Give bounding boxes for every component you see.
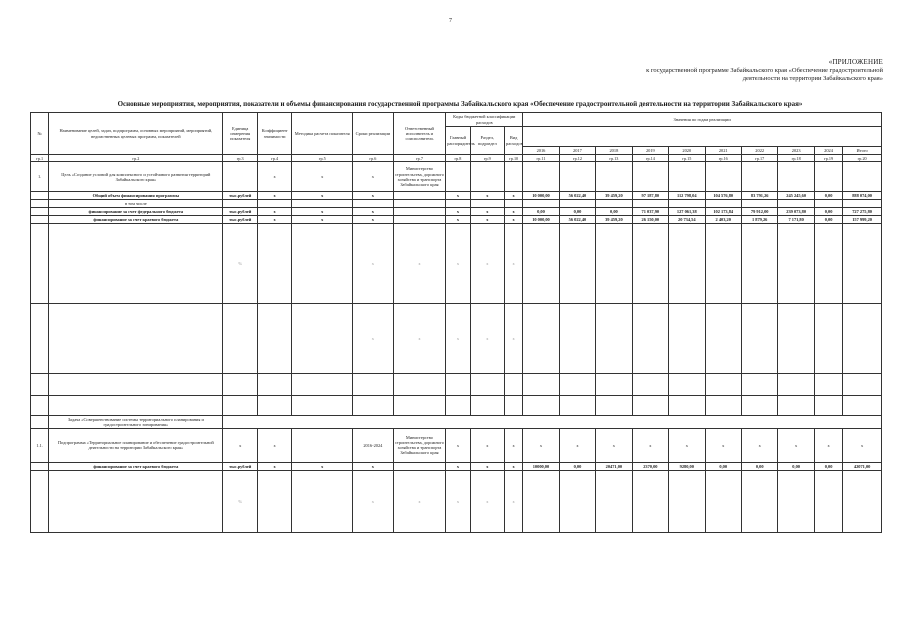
value-cell: 0,00 [814, 192, 842, 200]
value-cell: 0,00 [814, 216, 842, 224]
header-row-1 [31, 113, 882, 127]
value-cell: 157 999,20 [843, 216, 882, 224]
value-cell [814, 224, 842, 304]
value-cell [741, 224, 777, 304]
value-cell: 102 173,84 [705, 208, 741, 216]
header-method: Методика расчета показателя [292, 113, 353, 155]
header-unit: Единица измерения показателя [223, 113, 257, 155]
gr-label: гр.4 [257, 155, 291, 162]
header-budget-group: Коды бюджетной классификации расходов [446, 113, 523, 127]
unit-cell: % [223, 470, 257, 532]
value-cell: 2370,00 [632, 462, 668, 470]
value-cell: 112 798,04 [669, 192, 705, 200]
mark-cell: х [505, 428, 523, 462]
value-cell: 888 074,00 [843, 192, 882, 200]
term-cell: х [353, 162, 394, 192]
gr-label: гр.12 [559, 155, 595, 162]
method-cell [292, 224, 353, 304]
gr-label: гр.10 [505, 155, 523, 162]
value-cell [596, 396, 632, 416]
unit-cell: тыс.рублей [223, 462, 257, 470]
value-cell [843, 374, 882, 396]
value-cell: 71 037,90 [632, 208, 668, 216]
value-cell [843, 470, 882, 532]
row-name: в том числе [49, 200, 223, 208]
unit-cell: х [223, 428, 257, 462]
value-cell [669, 304, 705, 374]
gr-label: гр.9 [470, 155, 504, 162]
task-name: Задача «Совершенствование системы территориального планирования и градостроительного зонирования» [49, 416, 223, 428]
header-executor: Ответственный исполнитель и соисполнитель [393, 113, 446, 155]
unit-cell: тыс.рублей [223, 192, 257, 200]
mark-cell: х [292, 462, 353, 470]
value-cell: 9280,00 [669, 462, 705, 470]
value-cell: 10 000,00 [523, 216, 559, 224]
value-cell [596, 224, 632, 304]
mark-cell: х [505, 192, 523, 200]
task-row [31, 416, 882, 428]
value-cell: 79 912,00 [741, 208, 777, 216]
mark-cell: х [505, 216, 523, 224]
appendix-header [593, 58, 883, 84]
mark-cell: х [446, 192, 470, 200]
value-cell [705, 470, 741, 532]
term-cell: 2016-2024 [353, 428, 394, 462]
regional-funding-row [31, 216, 882, 224]
indicator-row [31, 304, 882, 374]
value-cell: 727 275,80 [843, 208, 882, 216]
gr-label: гр.13 [596, 155, 632, 162]
value-cell [741, 304, 777, 374]
mark-cell: х [470, 208, 504, 216]
indicator-row [31, 374, 882, 396]
value-cell [741, 396, 777, 416]
value-cell: х [843, 428, 882, 462]
program-table [30, 112, 882, 533]
value-cell: 0,00 [741, 462, 777, 470]
appendix-title: «ПРИЛОЖЕНИЕ [828, 58, 883, 66]
value-cell [559, 374, 595, 396]
row-number: 1. [31, 162, 49, 192]
subprogram-name: Подпрограмма «Территориальное планирование и обеспечение градостроительной деятельности на территории Забайкальского края» [49, 428, 223, 462]
row-name: финансирование за счет краевого бюджета [49, 216, 223, 224]
value-cell [669, 470, 705, 532]
value-cell: 0,00 [705, 462, 741, 470]
mark-cell: х [446, 208, 470, 216]
gr-label: гр.16 [705, 155, 741, 162]
value-cell: х [632, 428, 668, 462]
value-cell [596, 470, 632, 532]
value-cell: 0,00 [559, 208, 595, 216]
mark-cell: х [505, 304, 523, 374]
row-number: 1.1. [31, 428, 49, 462]
executor-cell: Министерство строительства, дорожного хозяйства и транспорта Забайкальского края [393, 162, 446, 192]
gr-label: гр.17 [741, 155, 777, 162]
value-cell: х [814, 428, 842, 462]
value-cell [741, 470, 777, 532]
value-cell: 0,00 [814, 208, 842, 216]
value-cell: 10000,00 [523, 462, 559, 470]
value-cell: 0,00 [559, 462, 595, 470]
year-header: 2022 [741, 147, 777, 155]
value-cell [523, 470, 559, 532]
value-cell: 0,00 [778, 462, 814, 470]
unit-cell: тыс.рублей [223, 208, 257, 216]
mark-cell: х [257, 216, 291, 224]
mark-cell: х [353, 470, 394, 532]
value-cell [596, 304, 632, 374]
indicator-row [31, 224, 882, 304]
mark-cell: х [446, 470, 470, 532]
mark-cell: х [470, 192, 504, 200]
gr-label: гр.14 [632, 155, 668, 162]
value-cell [559, 224, 595, 304]
goal-name: Цель «Создание условий для комплексного и устойчивого развития территорий Забайкальского края» [49, 162, 223, 192]
value-cell [559, 304, 595, 374]
mark-cell: х [353, 208, 394, 216]
value-cell [632, 224, 668, 304]
coef-cell: х [257, 428, 291, 462]
mark-cell: х [292, 192, 353, 200]
appendix-line-1: к государственной программе Забайкальского края «Обеспечение градостроительной [646, 66, 883, 74]
header-years-group: Значения по годам реализации [523, 113, 882, 127]
mark-cell: х [353, 216, 394, 224]
value-cell: 0,00 [596, 208, 632, 216]
mark-cell: х [470, 216, 504, 224]
value-cell [523, 374, 559, 396]
value-cell [705, 396, 741, 416]
value-cell [814, 304, 842, 374]
value-cell: 39 459,20 [596, 216, 632, 224]
coef-cell: х [257, 162, 291, 192]
year-header: 2018 [596, 147, 632, 155]
column-numbers-row [31, 155, 882, 162]
value-cell [705, 304, 741, 374]
gr-label: гр.15 [669, 155, 705, 162]
value-cell [814, 374, 842, 396]
value-cell [523, 304, 559, 374]
value-cell: 39 459,20 [596, 192, 632, 200]
value-cell [523, 396, 559, 416]
mark-cell: х [393, 304, 446, 374]
indicator-name [49, 374, 223, 396]
mark-cell: х [257, 462, 291, 470]
value-cell: 56 022,40 [559, 216, 595, 224]
value-cell: 0,00 [814, 462, 842, 470]
value-cell [843, 396, 882, 416]
indicator-name [49, 470, 223, 532]
mark-cell: х [353, 304, 394, 374]
indicator-name [49, 224, 223, 304]
mark-cell: х [470, 304, 504, 374]
year-header: 2017 [559, 147, 595, 155]
value-cell [632, 470, 668, 532]
year-header: 2021 [705, 147, 741, 155]
value-cell [843, 224, 882, 304]
year-header: Итого [843, 147, 882, 155]
value-cell: 127 061,38 [669, 208, 705, 216]
value-cell [559, 470, 595, 532]
year-header: 2023 [778, 147, 814, 155]
value-cell [778, 396, 814, 416]
gr-label: гр.18 [778, 155, 814, 162]
gr-label: гр.7 [393, 155, 446, 162]
value-cell [778, 304, 814, 374]
value-cell: 20471,00 [596, 462, 632, 470]
mark-cell: х [446, 216, 470, 224]
header-no: № [31, 113, 49, 155]
method-cell [292, 304, 353, 374]
value-cell [843, 304, 882, 374]
document-title: Основные мероприятия, мероприятия, показатели и объемы финансирования государственной программы Забайкальского края «Обеспечение градостроительной деятельности на территории Забайкальского края» [117, 100, 803, 108]
value-cell: 20 734,54 [669, 216, 705, 224]
unit-cell: % [223, 224, 257, 304]
mark-cell: х [505, 470, 523, 532]
appendix-line-2: деятельности на территории Забайкальского края» [742, 75, 883, 82]
method-cell [292, 470, 353, 532]
mark-cell: х [446, 428, 470, 462]
value-cell: х [669, 428, 705, 462]
federal-funding-row [31, 208, 882, 216]
value-cell: 239 073,80 [778, 208, 814, 216]
value-cell: 42071,00 [843, 462, 882, 470]
method-cell: х [292, 162, 353, 192]
gr-label: гр.11 [523, 155, 559, 162]
mark-cell: х [446, 304, 470, 374]
mark-cell: х [446, 462, 470, 470]
year-header: 2020 [669, 147, 705, 155]
mark-cell: х [470, 428, 504, 462]
value-cell: 97 187,80 [632, 192, 668, 200]
header-coef: Коэффициент значимости [257, 113, 291, 155]
value-cell: х [523, 428, 559, 462]
value-cell [814, 470, 842, 532]
gr-label: гр.1 [31, 155, 49, 162]
indicator-row [31, 470, 882, 532]
value-cell: х [559, 428, 595, 462]
gr-label: гр.6 [353, 155, 394, 162]
goal-row [31, 162, 882, 192]
mark-cell: х [257, 192, 291, 200]
year-header: 2019 [632, 147, 668, 155]
executor-cell: Министерство строительства, дорожного хозяйства и транспорта Забайкальского края [393, 428, 446, 462]
gr-label: гр.19 [814, 155, 842, 162]
value-cell [632, 374, 668, 396]
mark-cell: х [292, 216, 353, 224]
value-cell [778, 224, 814, 304]
page-number: 7 [449, 18, 452, 24]
mark-cell: х [393, 224, 446, 304]
mark-cell: х [505, 208, 523, 216]
value-cell: х [741, 428, 777, 462]
mark-cell: х [446, 224, 470, 304]
value-cell [778, 374, 814, 396]
mark-cell: х [470, 462, 504, 470]
indicator-name [49, 396, 223, 416]
value-cell: 26 150,00 [632, 216, 668, 224]
value-cell: 1 879,26 [741, 216, 777, 224]
value-cell [669, 374, 705, 396]
mark-cell: х [353, 462, 394, 470]
gr-label: гр.20 [843, 155, 882, 162]
value-cell [559, 396, 595, 416]
header-grbs: Главный распорядитель [446, 127, 470, 155]
mark-cell: х [257, 208, 291, 216]
value-cell: 0,00 [523, 208, 559, 216]
value-cell: 10 000,00 [523, 192, 559, 200]
row-name: Общий объем финансирования программы [49, 192, 223, 200]
indicator-row [31, 396, 882, 416]
value-cell [705, 374, 741, 396]
value-cell [705, 224, 741, 304]
header-section: Раздел, подраздел [470, 127, 504, 155]
row-name: финансирование за счет федерального бюджета [49, 208, 223, 216]
year-header: 2024 [814, 147, 842, 155]
value-cell [814, 396, 842, 416]
value-cell: 7 171,80 [778, 216, 814, 224]
header-type: Вид расходов [505, 127, 523, 155]
indicator-name [49, 304, 223, 374]
mark-cell: х [505, 462, 523, 470]
value-cell: 83 791,26 [741, 192, 777, 200]
subprogram-funding-row [31, 462, 882, 470]
mark-cell: х [505, 224, 523, 304]
gr-label: гр.2 [49, 155, 223, 162]
value-cell: 245 245,60 [778, 192, 814, 200]
mark-cell: х [292, 208, 353, 216]
gr-label: гр.5 [292, 155, 353, 162]
value-cell: х [778, 428, 814, 462]
mark-cell: х [470, 470, 504, 532]
mark-cell: х [353, 192, 394, 200]
row-name: финансирование за счет краевого бюджета [49, 462, 223, 470]
value-cell: 2 403,20 [705, 216, 741, 224]
header-term: Сроки реализации [353, 113, 394, 155]
subprogram-row [31, 428, 882, 462]
gr-label: гр.3 [223, 155, 257, 162]
value-cell [632, 304, 668, 374]
value-cell [596, 374, 632, 396]
value-cell: х [705, 428, 741, 462]
value-cell [669, 396, 705, 416]
including-row [31, 200, 882, 208]
mark-cell: х [393, 470, 446, 532]
mark-cell: х [353, 224, 394, 304]
value-cell [523, 224, 559, 304]
value-cell: х [596, 428, 632, 462]
unit-cell: тыс.рублей [223, 216, 257, 224]
value-cell [778, 470, 814, 532]
value-cell [669, 224, 705, 304]
year-header: 2016 [523, 147, 559, 155]
gr-label: гр.8 [446, 155, 470, 162]
mark-cell: х [470, 224, 504, 304]
total-funding-row [31, 192, 882, 200]
value-cell: 56 022,40 [559, 192, 595, 200]
value-cell: 104 576,80 [705, 192, 741, 200]
header-name: Наименование целей, задач, подпрограмм, основных мероприятий, мероприятий, ведомственных целевых программ, показателей [49, 113, 223, 155]
value-cell [741, 374, 777, 396]
value-cell [632, 396, 668, 416]
